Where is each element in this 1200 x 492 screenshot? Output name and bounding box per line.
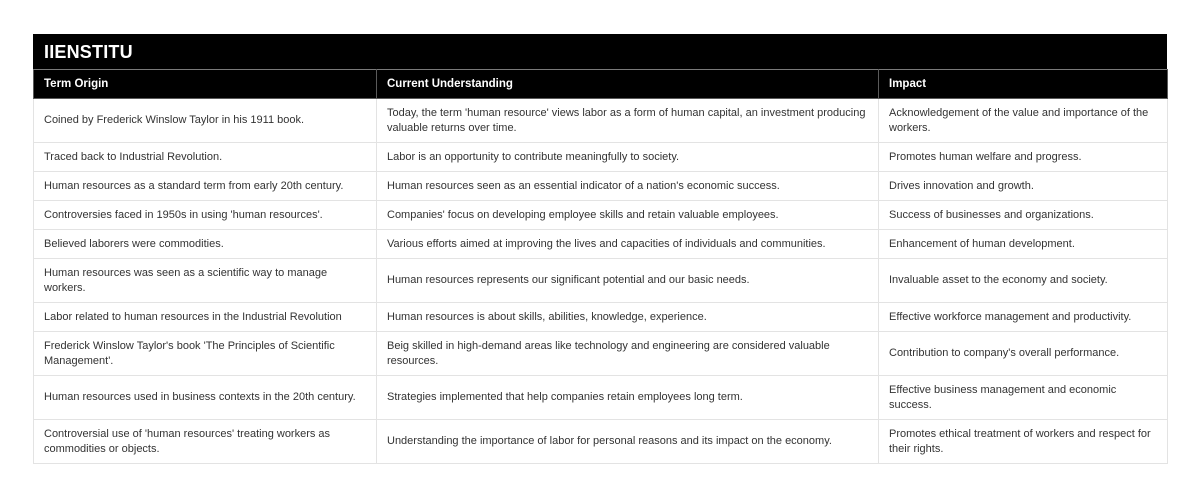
cell-impact: Contribution to company's overall performance.	[879, 332, 1168, 376]
cell-current-understanding: Human resources seen as an essential indicator of a nation's economic success.	[377, 172, 879, 201]
cell-impact: Promotes ethical treatment of workers and respect for their rights.	[879, 420, 1168, 464]
cell-term-origin: Coined by Frederick Winslow Taylor in his 1911 book.	[34, 99, 377, 143]
table-container	[33, 34, 1167, 464]
data-table	[33, 69, 1168, 464]
header-term-origin: Term Origin	[34, 70, 377, 99]
header-current-understanding: Current Understanding	[377, 70, 879, 99]
header-row	[34, 70, 1168, 99]
cell-impact: Invaluable asset to the economy and society.	[879, 259, 1168, 303]
table-row	[34, 332, 1168, 376]
table-row	[34, 376, 1168, 420]
table-row	[34, 143, 1168, 172]
cell-impact: Acknowledgement of the value and importance of the workers.	[879, 99, 1168, 143]
header-impact: Impact	[879, 70, 1168, 99]
cell-impact: Effective workforce management and productivity.	[879, 303, 1168, 332]
cell-current-understanding: Companies' focus on developing employee skills and retain valuable employees.	[377, 201, 879, 230]
table-row	[34, 303, 1168, 332]
table-row	[34, 201, 1168, 230]
cell-current-understanding: Beig skilled in high-demand areas like technology and engineering are considered valuable resources.	[377, 332, 879, 376]
cell-current-understanding: Labor is an opportunity to contribute meaningfully to society.	[377, 143, 879, 172]
cell-impact: Success of businesses and organizations.	[879, 201, 1168, 230]
cell-term-origin: Labor related to human resources in the Industrial Revolution	[34, 303, 377, 332]
cell-term-origin: Believed laborers were commodities.	[34, 230, 377, 259]
table-row	[34, 99, 1168, 143]
table-row	[34, 420, 1168, 464]
cell-current-understanding: Human resources represents our significant potential and our basic needs.	[377, 259, 879, 303]
cell-impact: Enhancement of human development.	[879, 230, 1168, 259]
table-row	[34, 230, 1168, 259]
cell-impact: Promotes human welfare and progress.	[879, 143, 1168, 172]
cell-impact: Drives innovation and growth.	[879, 172, 1168, 201]
table-title: IIENSTITU	[33, 34, 1167, 69]
cell-current-understanding: Strategies implemented that help companies retain employees long term.	[377, 376, 879, 420]
cell-current-understanding: Today, the term 'human resource' views labor as a form of human capital, an investment producing valuable returns over time.	[377, 99, 879, 143]
table-row	[34, 259, 1168, 303]
cell-term-origin: Frederick Winslow Taylor's book 'The Principles of Scientific Management'.	[34, 332, 377, 376]
cell-current-understanding: Human resources is about skills, abilities, knowledge, experience.	[377, 303, 879, 332]
cell-current-understanding: Understanding the importance of labor for personal reasons and its impact on the economy.	[377, 420, 879, 464]
cell-term-origin: Human resources as a standard term from early 20th century.	[34, 172, 377, 201]
cell-term-origin: Traced back to Industrial Revolution.	[34, 143, 377, 172]
table-row	[34, 172, 1168, 201]
cell-term-origin: Human resources used in business contexts in the 20th century.	[34, 376, 377, 420]
cell-term-origin: Human resources was seen as a scientific way to manage workers.	[34, 259, 377, 303]
cell-term-origin: Controversies faced in 1950s in using 'human resources'.	[34, 201, 377, 230]
cell-term-origin: Controversial use of 'human resources' treating workers as commodities or objects.	[34, 420, 377, 464]
cell-current-understanding: Various efforts aimed at improving the lives and capacities of individuals and communities.	[377, 230, 879, 259]
cell-impact: Effective business management and economic success.	[879, 376, 1168, 420]
